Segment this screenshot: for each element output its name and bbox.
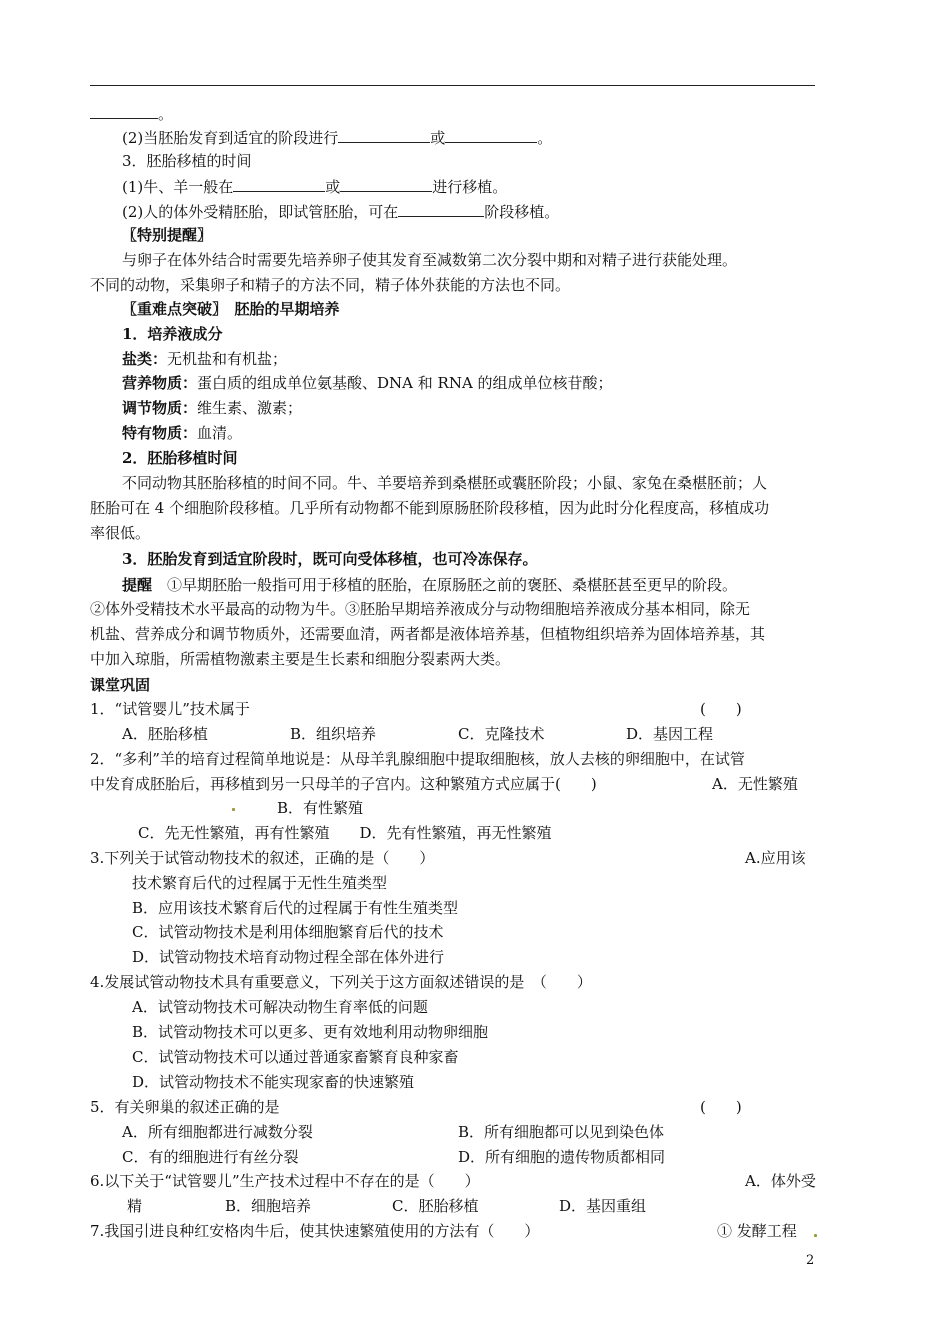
stray-mark — [232, 808, 235, 811]
page-number: 2 — [806, 1253, 815, 1268]
option-d: D．试管动物技术培育动物过程全部在体外进行 — [132, 948, 445, 966]
question-5: 5．有关卵巢的叙述正确的是 — [90, 1098, 280, 1116]
special-line: 与卵子在体外结合时需要先培养卵子使其发育至减数第二次分裂中期和对精子进行获能处理。 — [122, 251, 738, 269]
tip-line: 中加入琼脂，所需植物激素主要是生长素和细胞分裂素两大类。 — [90, 650, 511, 668]
blank — [340, 177, 432, 192]
question-4: 4.发展试管动物技术具有重要意义，下列关于这方面叙述错误的是 （ ） — [90, 973, 592, 991]
option-b: B．组织培养 — [290, 725, 377, 743]
tip-line: 机盐、营养成分和调节物质外，还需要血清，两者都是液体培养基，但植物组织培养为固体培养基，其 — [90, 625, 766, 643]
question-2: 2．“多利”羊的培育过程简单地说是：从母羊乳腺细胞中提取细胞核，放人去核的卵细胞中，在试管 — [90, 750, 745, 768]
stray-mark — [814, 1234, 817, 1237]
tip-line: ②体外受精技术水平最高的动物为牛。③胚胎早期培养液成分与动物细胞培养液成分基本相同，除无 — [90, 600, 751, 618]
blank — [90, 104, 158, 119]
option-b: B．有性繁殖 — [277, 799, 364, 817]
option-a-cont: 技术繁育后代的过程属于无性生殖类型 — [132, 874, 388, 892]
salt-row: 盐类：无机盐和有机盐； — [122, 350, 288, 368]
question-7: 7.我国引进良种红安格肉牛后，使其快速繁殖使用的方法有（ ） — [90, 1222, 540, 1240]
option-b: B．应用该技术繁育后代的过程属于有性生殖类型 — [132, 899, 459, 917]
blank — [338, 128, 430, 143]
option-a: A.应用该 — [745, 849, 806, 867]
blank — [233, 177, 325, 192]
option-a: A．无性繁殖 — [712, 775, 798, 793]
blank-line-1: 。 — [90, 104, 173, 123]
subheading-medium: 1．培养液成分 — [122, 325, 223, 343]
special-line: 不同的动物，采集卵子和精子的方法不同，精子体外获能的方法也不同。 — [90, 276, 571, 294]
option-a: A．所有细胞都进行减数分裂 — [122, 1123, 313, 1141]
key-heading: 〖重难点突破〗 胚胎的早期培养 — [122, 300, 340, 318]
question-3: 3.下列关于试管动物技术的叙述，正确的是（ ） — [90, 849, 435, 867]
answer-paren: ( ) — [700, 700, 742, 718]
options-c-d: C．先无性繁殖，再有性繁殖 D．先有性繁殖，再无性繁殖 — [138, 824, 552, 842]
option-b: B．试管动物技术可以更多、更有效地利用动物卵细胞 — [132, 1023, 489, 1041]
subheading-time: 2．胚胎移植时间 — [122, 449, 238, 467]
option-c: C．试管动物技术可以通过普通家畜繁育良种家畜 — [132, 1048, 459, 1066]
special-substance-row: 特有物质：血清。 — [122, 424, 243, 442]
header-rule — [90, 85, 815, 86]
option-d: D．试管动物技术不能实现家畜的快速繁殖 — [132, 1073, 415, 1091]
option-d: D．基因重组 — [559, 1197, 647, 1215]
section-title-transplant-time: 3．胚胎移植的时间 — [122, 152, 252, 170]
question-2-cont: 中发育成胚胎后，再移植到另一只母羊的子宫内。这种繁殖方式应属于( ) — [90, 775, 597, 793]
option-a-cont: 精 — [127, 1197, 143, 1215]
question-1: 1．“试管婴儿”技术属于 — [90, 700, 250, 718]
paragraph-line: 胚胎可在 4 个细胞阶段移植。几乎所有动物都不能到原肠胚阶段移植，因为此时分化程度高，移植成功 — [90, 499, 770, 517]
tip-line: 提醒 ①早期胚胎一般指可用于移植的胚胎，在原肠胚之前的褒胚、桑椹胚甚至更早的阶段。 — [122, 576, 738, 594]
option-a: A．胚胎移植 — [122, 725, 208, 743]
option-c: C．试管动物技术是利用体细胞繁育后代的技术 — [132, 923, 444, 941]
blank-line-5: (2)人的体外受精胚胎，即试管胚胎，可在 阶段移植。 — [122, 203, 560, 221]
option-c: C．胚胎移植 — [392, 1197, 479, 1215]
special-heading: 〖特别提醒〗 — [122, 226, 213, 244]
option-c: C．有的细胞进行有丝分裂 — [122, 1148, 299, 1166]
regulator-row: 调节物质：维生素、激素； — [122, 399, 303, 417]
option-d: D．基因工程 — [626, 725, 714, 743]
subheading-storage: 3．胚胎发育到适宜阶段时，既可向受体移植，也可冷冻保存。 — [122, 550, 538, 568]
option-a: A．试管动物技术可解决动物生育率低的问题 — [132, 998, 428, 1016]
option-b: B．细胞培养 — [225, 1197, 312, 1215]
paragraph-line: 不同动物其胚胎移植的时间不同。牛、羊要培养到桑椹胚或囊胚阶段；小鼠、家兔在桑椹胚前；人 — [122, 474, 768, 492]
option-c: C．克隆技术 — [458, 725, 545, 743]
option-a: A．体外受 — [745, 1172, 816, 1190]
blank — [445, 128, 537, 143]
quiz-heading: 课堂巩固 — [90, 676, 151, 694]
nutrient-row: 营养物质：蛋白质的组成单位氨基酸、DNA 和 RNA 的组成单位核苷酸； — [122, 374, 613, 392]
blank — [398, 202, 484, 217]
paragraph-line: 率很低。 — [90, 524, 151, 542]
option-b: B．所有细胞都可以见到染色体 — [458, 1123, 665, 1141]
option-1: ① 发酵工程 — [717, 1222, 797, 1240]
question-6: 6.以下关于“试管婴儿”生产技术过程中不存在的是（ ） — [90, 1172, 480, 1190]
blank-line-2: (2)当胚胎发育到适宜的阶段进行 或 。 — [122, 129, 553, 147]
answer-paren: ( ) — [700, 1098, 742, 1116]
blank-line-4: (1)牛、羊一般在 或 进行移植。 — [122, 178, 508, 196]
option-d: D．所有细胞的遗传物质都相同 — [458, 1148, 666, 1166]
